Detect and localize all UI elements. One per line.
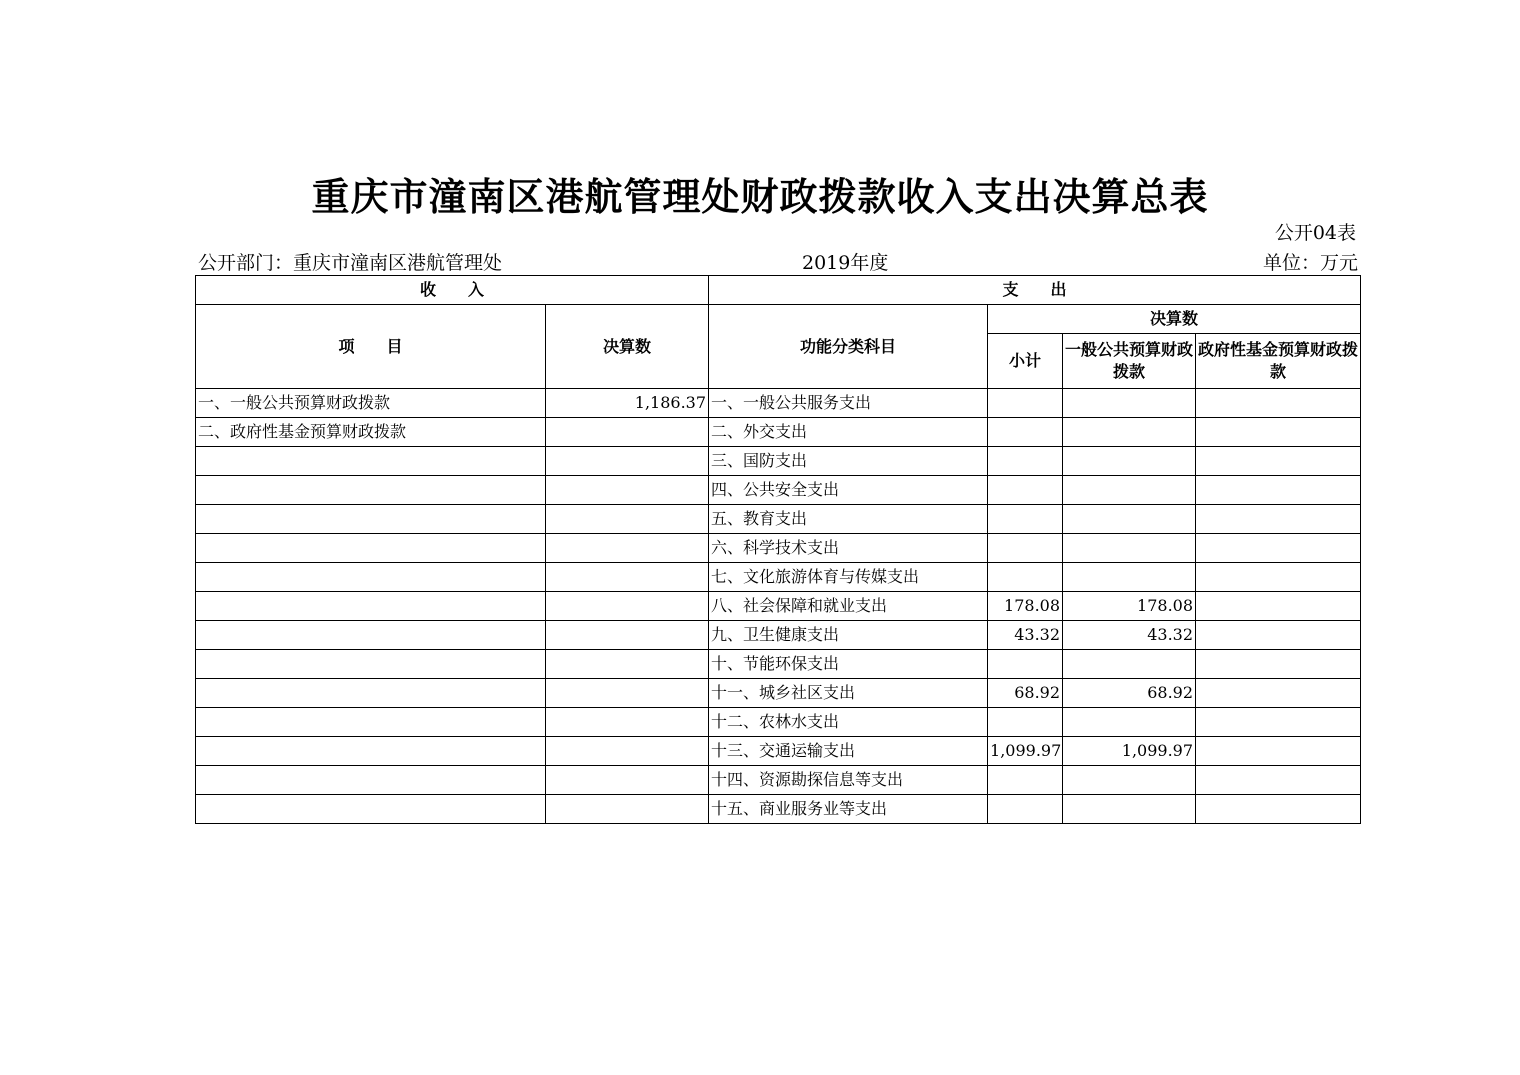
income-amount-cell bbox=[546, 737, 709, 766]
income-item-cell bbox=[196, 795, 546, 824]
general-budget-cell bbox=[1063, 418, 1196, 447]
fiscal-year: 2019年度 bbox=[802, 252, 889, 274]
table-row bbox=[196, 737, 1361, 766]
subtotal-header: 小计 bbox=[988, 334, 1063, 389]
subtotal-cell: 1,099.97 bbox=[988, 737, 1063, 766]
general-budget-cell bbox=[1063, 505, 1196, 534]
table-row bbox=[196, 708, 1361, 737]
department-label: 公开部门：重庆市潼南区港航管理处 bbox=[198, 252, 503, 274]
income-header: 收 入 bbox=[196, 276, 709, 305]
gov-fund-cell bbox=[1196, 389, 1361, 418]
income-amount-cell bbox=[546, 766, 709, 795]
income-item-cell bbox=[196, 476, 546, 505]
income-item-cell bbox=[196, 447, 546, 476]
table-row bbox=[196, 650, 1361, 679]
subtotal-cell bbox=[988, 505, 1063, 534]
gov-fund-cell bbox=[1196, 505, 1361, 534]
gov-fund-cell bbox=[1196, 766, 1361, 795]
gov-fund-cell bbox=[1196, 679, 1361, 708]
table-row bbox=[196, 476, 1361, 505]
table-row bbox=[196, 418, 1361, 447]
table-row bbox=[196, 389, 1361, 418]
income-item-cell bbox=[196, 737, 546, 766]
expense-item-cell: 十五、商业服务业等支出 bbox=[709, 795, 988, 824]
table-row bbox=[196, 621, 1361, 650]
gov-fund-cell bbox=[1196, 476, 1361, 505]
gov-fund-cell bbox=[1196, 795, 1361, 824]
income-amount-cell: 1,186.37 bbox=[546, 389, 709, 418]
income-amount-cell bbox=[546, 708, 709, 737]
income-item-cell bbox=[196, 534, 546, 563]
gov-fund-header: 政府性基金预算财政拨款 bbox=[1196, 334, 1361, 389]
unit-label: 单位：万元 bbox=[1262, 252, 1358, 274]
income-amount-cell bbox=[546, 592, 709, 621]
budget-table bbox=[195, 275, 1361, 824]
expense-item-cell: 八、社会保障和就业支出 bbox=[709, 592, 988, 621]
gov-fund-cell bbox=[1196, 737, 1361, 766]
subtotal-cell bbox=[988, 476, 1063, 505]
income-amount-cell bbox=[546, 679, 709, 708]
income-amount-cell bbox=[546, 534, 709, 563]
general-budget-cell: 1,099.97 bbox=[1063, 737, 1196, 766]
gov-fund-cell bbox=[1196, 418, 1361, 447]
table-row bbox=[196, 534, 1361, 563]
general-budget-header: 一般公共预算财政拨款 bbox=[1063, 334, 1196, 389]
general-budget-cell: 178.08 bbox=[1063, 592, 1196, 621]
income-item-cell: 二、政府性基金预算财政拨款 bbox=[196, 418, 546, 447]
income-item-cell bbox=[196, 679, 546, 708]
table-row bbox=[196, 447, 1361, 476]
subtotal-cell bbox=[988, 795, 1063, 824]
expense-item-cell: 四、公共安全支出 bbox=[709, 476, 988, 505]
general-budget-cell bbox=[1063, 389, 1196, 418]
expense-item-cell: 九、卫生健康支出 bbox=[709, 621, 988, 650]
func-category-header: 功能分类科目 bbox=[709, 305, 988, 389]
expense-item-cell: 十、节能环保支出 bbox=[709, 650, 988, 679]
subtotal-cell: 68.92 bbox=[988, 679, 1063, 708]
income-item-cell bbox=[196, 592, 546, 621]
gov-fund-cell bbox=[1196, 621, 1361, 650]
general-budget-cell bbox=[1063, 650, 1196, 679]
income-amount-cell bbox=[546, 447, 709, 476]
gov-fund-cell bbox=[1196, 592, 1361, 621]
table-row bbox=[196, 795, 1361, 824]
income-amount-cell bbox=[546, 650, 709, 679]
expense-item-cell: 十三、交通运输支出 bbox=[709, 737, 988, 766]
expense-item-cell: 十一、城乡社区支出 bbox=[709, 679, 988, 708]
expense-item-cell: 五、教育支出 bbox=[709, 505, 988, 534]
subtotal-cell: 178.08 bbox=[988, 592, 1063, 621]
subtotal-cell bbox=[988, 447, 1063, 476]
general-budget-cell bbox=[1063, 476, 1196, 505]
income-amount-cell bbox=[546, 476, 709, 505]
general-budget-cell: 43.32 bbox=[1063, 621, 1196, 650]
gov-fund-cell bbox=[1196, 708, 1361, 737]
income-amount-cell bbox=[546, 621, 709, 650]
expense-amount-header: 决算数 bbox=[988, 305, 1361, 334]
table-row bbox=[196, 563, 1361, 592]
subtotal-cell: 43.32 bbox=[988, 621, 1063, 650]
gov-fund-cell bbox=[1196, 650, 1361, 679]
general-budget-cell bbox=[1063, 795, 1196, 824]
income-amount-cell bbox=[546, 795, 709, 824]
income-amount-cell bbox=[546, 505, 709, 534]
subtotal-cell bbox=[988, 418, 1063, 447]
expense-header: 支 出 bbox=[709, 276, 1361, 305]
income-item-cell: 一、一般公共预算财政拨款 bbox=[196, 389, 546, 418]
subtotal-cell bbox=[988, 766, 1063, 795]
table-row bbox=[196, 679, 1361, 708]
income-item-cell bbox=[196, 708, 546, 737]
general-budget-cell bbox=[1063, 447, 1196, 476]
gov-fund-cell bbox=[1196, 563, 1361, 592]
table-row bbox=[196, 505, 1361, 534]
income-item-cell bbox=[196, 621, 546, 650]
subtotal-cell bbox=[988, 708, 1063, 737]
expense-item-cell: 二、外交支出 bbox=[709, 418, 988, 447]
item-header: 项 目 bbox=[196, 305, 546, 389]
gov-fund-cell bbox=[1196, 447, 1361, 476]
general-budget-cell bbox=[1063, 708, 1196, 737]
gov-fund-cell bbox=[1196, 534, 1361, 563]
income-item-cell bbox=[196, 505, 546, 534]
expense-item-cell: 一、一般公共服务支出 bbox=[709, 389, 988, 418]
income-item-cell bbox=[196, 650, 546, 679]
general-budget-cell bbox=[1063, 766, 1196, 795]
income-amount-cell bbox=[546, 563, 709, 592]
subtotal-cell bbox=[988, 534, 1063, 563]
general-budget-cell: 68.92 bbox=[1063, 679, 1196, 708]
income-amount-header: 决算数 bbox=[546, 305, 709, 389]
income-item-cell bbox=[196, 766, 546, 795]
subtotal-cell bbox=[988, 563, 1063, 592]
subtotal-cell bbox=[988, 389, 1063, 418]
income-item-cell bbox=[196, 563, 546, 592]
table-row bbox=[196, 592, 1361, 621]
general-budget-cell bbox=[1063, 563, 1196, 592]
expense-item-cell: 十二、农林水支出 bbox=[709, 708, 988, 737]
expense-item-cell: 六、科学技术支出 bbox=[709, 534, 988, 563]
expense-item-cell: 三、国防支出 bbox=[709, 447, 988, 476]
general-budget-cell bbox=[1063, 534, 1196, 563]
expense-item-cell: 七、文化旅游体育与传媒支出 bbox=[709, 563, 988, 592]
page-title: 重庆市潼南区港航管理处财政拨款收入支出决算总表 bbox=[311, 175, 1209, 219]
expense-item-cell: 十四、资源勘探信息等支出 bbox=[709, 766, 988, 795]
form-number: 公开04表 bbox=[1274, 222, 1356, 244]
subtotal-cell bbox=[988, 650, 1063, 679]
table-row bbox=[196, 766, 1361, 795]
income-amount-cell bbox=[546, 418, 709, 447]
